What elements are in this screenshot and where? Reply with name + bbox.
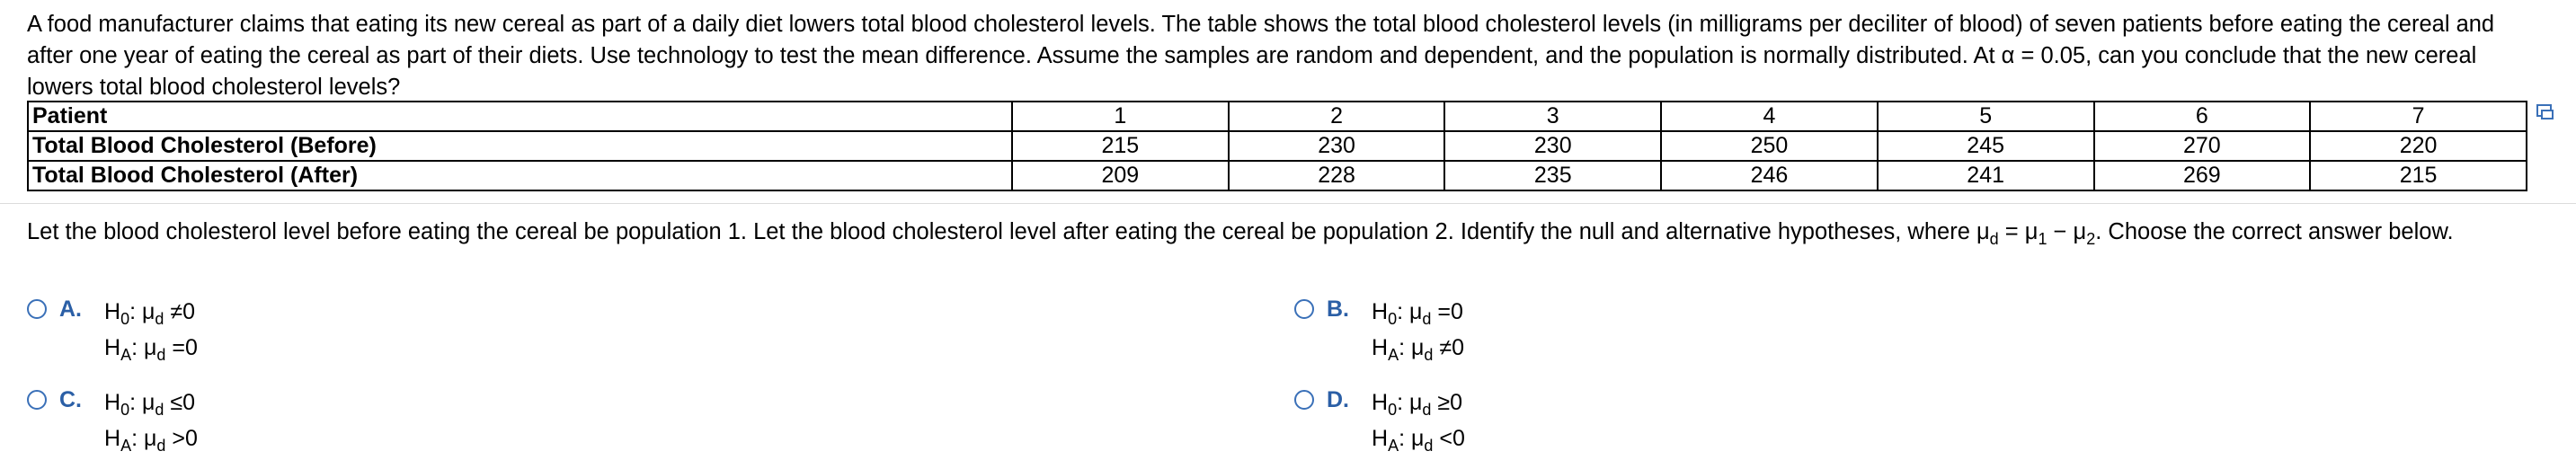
subscript: d — [1424, 437, 1434, 455]
subscript: d — [1422, 310, 1432, 328]
null-hypothesis — [104, 294, 198, 330]
option-letter: A. — [59, 296, 82, 322]
h-symbol: H — [104, 335, 121, 360]
table-cell: 6 — [2094, 102, 2311, 131]
mu-symbol: : μ — [1397, 390, 1423, 415]
operator: ≠ — [1439, 335, 1452, 360]
option-letter: B. — [1327, 296, 1349, 322]
subscript: d — [1424, 346, 1434, 364]
table-cell: 215 — [2310, 161, 2527, 190]
table-cell: 215 — [1012, 131, 1229, 161]
mu-symbol: : μ — [1399, 426, 1425, 451]
operator: = — [1437, 299, 1451, 324]
table-cell: 230 — [1229, 131, 1445, 161]
null-hypothesis — [1372, 385, 1465, 420]
question-text — [27, 216, 2562, 248]
subscript: d — [156, 437, 166, 455]
value: 0 — [184, 426, 198, 451]
h-symbol: H — [1372, 426, 1389, 451]
question-part: = μ — [1998, 219, 2039, 244]
table-cell: 270 — [2094, 131, 2311, 161]
mu-symbol: : μ — [129, 390, 155, 415]
question-main: Let the blood cholesterol level before eating the cereal be population 1. Let the blood cholesterol level after eating the cereal be population 2. Identify the null and alternative hypotheses, where μ — [27, 219, 1990, 244]
subscript: 1 — [2038, 230, 2047, 248]
subscript: A — [1388, 437, 1399, 455]
value: 0 — [1452, 426, 1465, 451]
table-cell: 228 — [1229, 161, 1445, 190]
null-hypothesis — [1372, 294, 1464, 330]
table-cell: 235 — [1444, 161, 1661, 190]
subscript: d — [155, 401, 164, 419]
alternative-hypothesis — [1372, 330, 1464, 366]
h-symbol: H — [104, 390, 121, 415]
operator: ≠ — [170, 299, 183, 324]
hypotheses — [104, 385, 198, 456]
table-cell: 5 — [1878, 102, 2094, 131]
table-cell: 246 — [1661, 161, 1878, 190]
table-cell: 250 — [1661, 131, 1878, 161]
value: 0 — [182, 390, 195, 415]
mu-symbol: : μ — [1399, 335, 1425, 360]
value: 0 — [184, 335, 198, 360]
table-cell: 3 — [1444, 102, 1661, 131]
h-symbol: H — [1372, 390, 1389, 415]
null-hypothesis — [104, 385, 198, 420]
table-cell: 241 — [1878, 161, 2094, 190]
h-symbol: H — [104, 299, 121, 324]
radio-button-c[interactable] — [27, 390, 47, 410]
h-symbol: H — [104, 426, 121, 451]
operator: > — [172, 426, 185, 451]
divider — [0, 203, 2576, 204]
radio-button-d[interactable] — [1294, 390, 1314, 410]
table-row — [28, 161, 2527, 190]
h-symbol: H — [1372, 335, 1389, 360]
subscript: A — [120, 437, 132, 455]
mu-symbol: : μ — [1397, 299, 1423, 324]
row-label: Total Blood Cholesterol (After) — [28, 161, 1012, 190]
operator: = — [172, 335, 185, 360]
alternative-hypothesis — [104, 420, 198, 456]
table-cell: 2 — [1229, 102, 1445, 131]
mu-symbol: : μ — [131, 426, 157, 451]
table-cell: 220 — [2310, 131, 2527, 161]
operator: ≥ — [1437, 390, 1451, 415]
option-letter: C. — [59, 387, 82, 412]
hypotheses — [104, 294, 198, 366]
operator: < — [1439, 426, 1452, 451]
subscript: d — [1422, 401, 1432, 419]
table-row — [28, 131, 2527, 161]
table-cell: 1 — [1012, 102, 1229, 131]
subscript: d — [156, 346, 166, 364]
cholesterol-table — [27, 101, 2527, 191]
table-cell: 4 — [1661, 102, 1878, 131]
radio-button-a[interactable] — [27, 299, 47, 319]
problem-statement: A food manufacturer claims that eating its new cereal as part of a daily diet lowers total blood cholesterol levels. The table shows the total blood cholesterol levels (in milligrams per deciliter of blood) of seven patients before eating the cereal and after one year of eating the cereal as part of their diets. Use technology to test the mean difference. Assume the samples are random and dependent, and the population is normally distributed. At α = 0.05, can you conclude that the new cereal lowers total blood cholesterol levels? — [27, 12, 2495, 100]
table-row — [28, 102, 2527, 131]
subscript: d — [155, 310, 164, 328]
row-label: Total Blood Cholesterol (Before) — [28, 131, 1012, 161]
mu-symbol: : μ — [129, 299, 155, 324]
h-symbol: H — [1372, 299, 1389, 324]
row-label: Patient — [28, 102, 1012, 131]
option-letter: D. — [1327, 387, 1349, 412]
subscript: 0 — [120, 310, 130, 328]
mu-symbol: : μ — [131, 335, 157, 360]
subscript: 0 — [120, 401, 130, 419]
value: 0 — [1450, 299, 1463, 324]
hypotheses — [1372, 385, 1465, 456]
subscript: 2 — [2086, 230, 2096, 248]
table-cell: 230 — [1444, 131, 1661, 161]
copy-table-icon[interactable] — [2536, 102, 2555, 122]
table-cell: 7 — [2310, 102, 2527, 131]
radio-button-b[interactable] — [1294, 299, 1314, 319]
value: 0 — [1452, 335, 1464, 360]
value: 0 — [1450, 390, 1462, 415]
alternative-hypothesis — [104, 330, 198, 366]
subscript: 0 — [1388, 401, 1398, 419]
question-part: − μ — [2047, 219, 2087, 244]
operator: ≤ — [170, 390, 183, 415]
subscript: A — [120, 346, 132, 364]
subscript: d — [1989, 230, 1999, 248]
subscript: A — [1388, 346, 1399, 364]
table-cell: 245 — [1878, 131, 2094, 161]
value: 0 — [182, 299, 195, 324]
alternative-hypothesis — [1372, 420, 1465, 456]
hypotheses — [1372, 294, 1464, 366]
subscript: 0 — [1388, 310, 1398, 328]
table-cell: 269 — [2094, 161, 2311, 190]
table-cell: 209 — [1012, 161, 1229, 190]
question-part: . Choose the correct answer below. — [2095, 219, 2454, 244]
